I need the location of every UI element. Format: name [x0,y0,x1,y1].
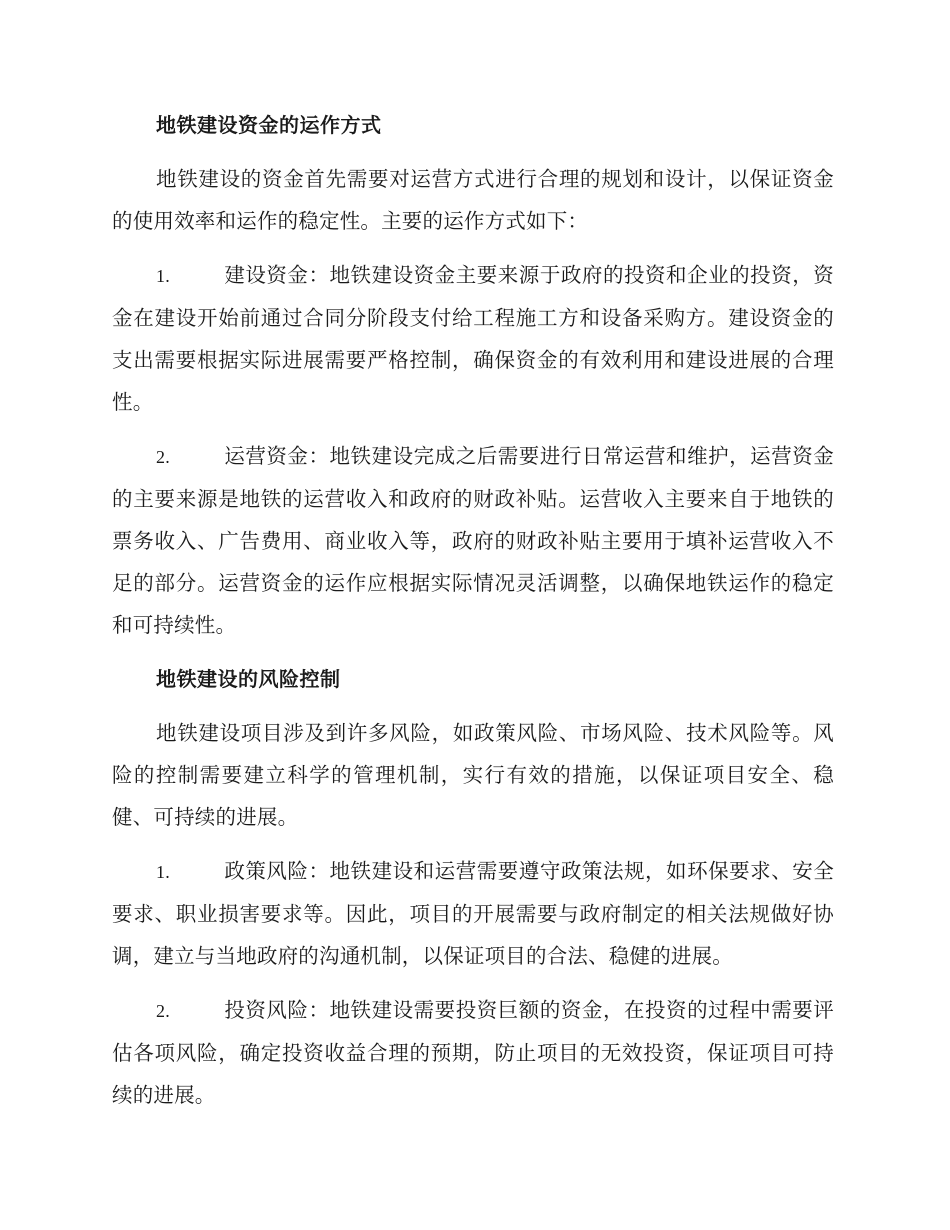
section-heading-risk-control: 地铁建设的风险控制 [156,667,341,691]
list-item [112,254,834,423]
list-item-text: 政策风险：地铁建设和运营需要遵守政策法规，如环保要求、安全要求、职业损害要求等。因此，项目的开展需要与政府制定的相关法规做好协调，建立与当地政府的沟通机制，以保证项目的合法、稳健的进展。 [112,859,834,968]
section-intro-funding-operation: 地铁建设的资金首先需要对运营方式进行合理的规划和设计，以保证资金的使用效率和运作的稳定性。主要的运作方式如下： [112,167,834,233]
list-item [112,850,834,977]
list-item-text: 运营资金：地铁建设完成之后需要进行日常运营和维护，运营资金的主要来源是地铁的运营收入和政府的财政补贴。运营收入主要来自于地铁的票务收入、广告费用、商业收入等，政府的财政补贴主要用于填补运营收入不足的部分。运营资金的运作应根据实际情况灵活调整，以确保地铁运作的稳定和可持续性。 [112,444,834,637]
list-item-text: 建设资金：地铁建设资金主要来源于政府的投资和企业的投资，资金在建设开始前通过合同分阶段支付给工程施工方和设备采购方。建设资金的支出需要根据实际进展需要严格控制，确保资金的有效利用和建设进展的合理性。 [112,263,834,414]
list-item-text: 投资风险：地铁建设需要投资巨额的资金，在投资的过程中需要评估各项风险，确定投资收益合理的预期，防止项目的无效投资，保证项目可持续的进展。 [112,998,834,1107]
list-item-number: 2. [156,447,170,467]
list-item-number: 1. [156,266,170,286]
section-heading-funding-operation: 地铁建设资金的运作方式 [156,113,382,137]
section-intro-risk-control: 地铁建设项目涉及到许多风险，如政策风险、市场风险、技术风险等。风险的控制需要建立科学的管理机制，实行有效的措施，以保证项目安全、稳健、可持续的进展。 [112,721,834,829]
document-page [112,104,834,1128]
list-item-number: 1. [156,862,170,882]
list-item [112,435,834,646]
list-item-number: 2. [156,1001,170,1021]
list-item [112,989,834,1116]
